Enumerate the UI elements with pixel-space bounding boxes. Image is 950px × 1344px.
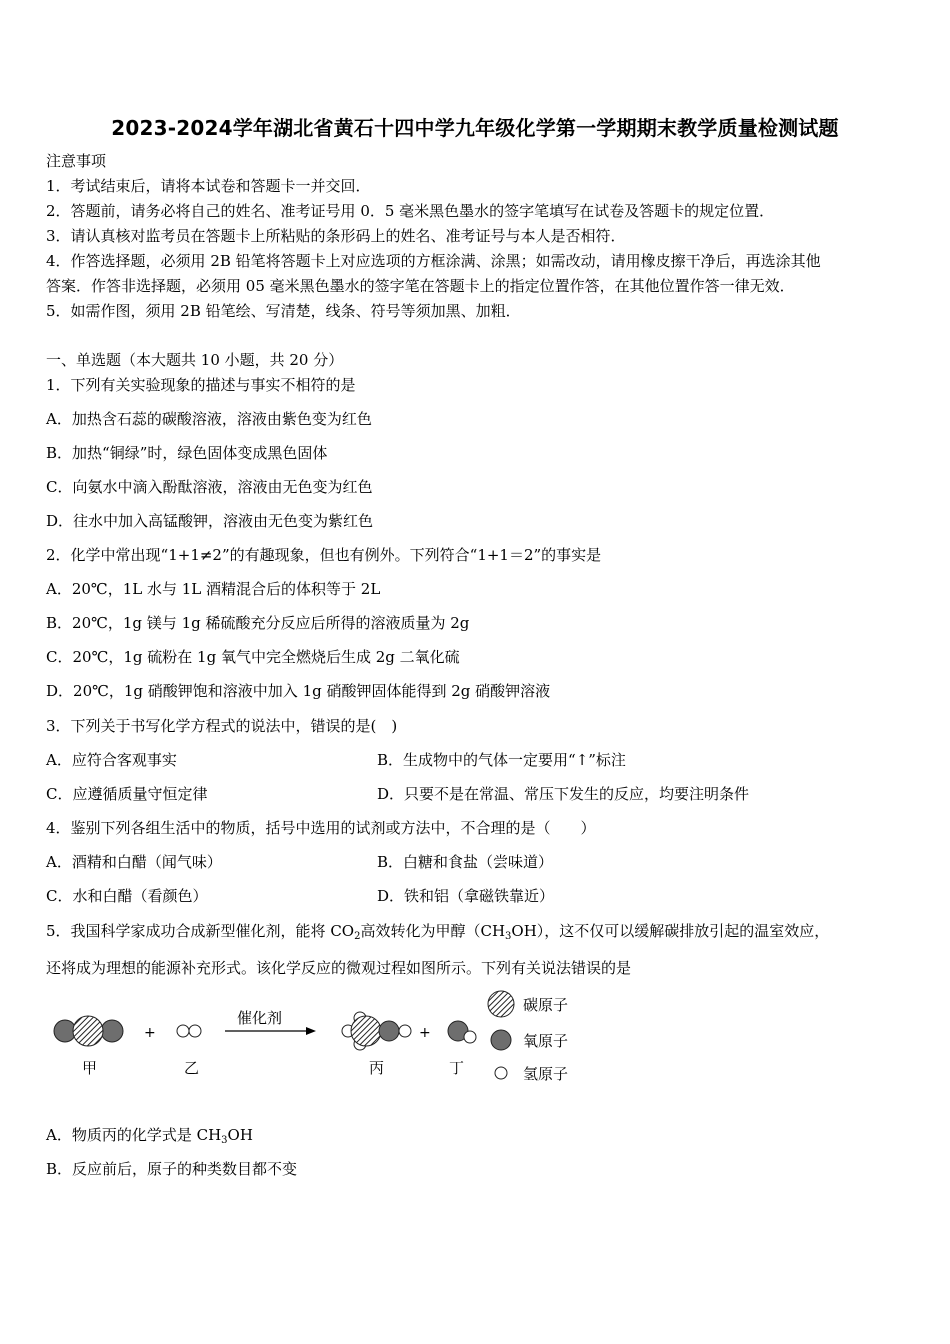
molecule-co2 [54,1016,123,1046]
q1-option-a: A．加热含石蕊的碳酸溶液，溶液由紫色变为红色 [46,410,372,428]
q5-stem-part: OH），这不仅可以缓解碳排放引起的温室效应， [511,922,830,940]
q2-option-d: D．20℃，1g 硝酸钾饱和溶液中加入 1g 硝酸钾固体能得到 2g 硝酸钾溶液 [46,682,551,700]
legend-oxygen: 氧原子 [523,1032,569,1050]
q5-stem-part: 5．我国科学家成功合成新型催化剂，能将 CO [46,922,355,940]
q5-option-a-part: A．物质丙的化学式是 CH [46,1126,222,1144]
q4-option-d: D．铁和铝（拿磁铁靠近） [377,887,555,905]
page-title: 2023-2024学年湖北省黄石十四中学九年级化学第一学期期末教学质量检测试题 [111,116,839,140]
q2-option-a: A．20℃，1L 水与 1L 酒精混合后的体积等于 2L [46,580,381,598]
notice-item: 4．作答选择题，必须用 2B 铅笔将答题卡上对应选项的方框涂满、涂黑；如需改动，请用橡皮擦干净后，再选涂其他 [46,252,821,270]
q4-option-b: B．白糖和食盐（尝味道） [377,853,554,871]
notice-item: 5．如需作图，须用 2B 铅笔绘、写清楚，线条、符号等须加黑、加粗． [46,302,521,320]
molecule-h2o [448,1021,476,1043]
carbon-atom-icon [488,991,514,1017]
q5-option-a-subscript: 3 [221,1135,228,1146]
q5-option-a [46,1126,253,1144]
q3-option-c: C．应遵循质量守恒定律 [46,785,208,803]
notice-heading: 注意事项 [46,152,107,170]
label-bing: 丙 [369,1059,385,1077]
molecule-ch3oh [342,1012,411,1050]
section-heading: 一、单选题（本大题共 10 小题，共 20 分） [46,351,344,369]
q1-option-c: C．向氨水中滴入酚酞溶液，溶液由无色变为红色 [46,478,373,496]
catalyst-label: 催化剂 [237,1009,283,1027]
notice-item: 1．考试结束后，请将本试卷和答题卡一并交回． [46,177,371,195]
q5-stem-part: 高效转化为甲醇（CH [360,922,506,940]
legend [488,991,568,1083]
q1-option-b: B．加热“铜绿”时，绿色固体变成黑色固体 [46,444,328,462]
q4-option-c: C．水和白醋（看颜色） [46,887,208,905]
legend-carbon: 碳原子 [523,996,569,1014]
label-ding: 丁 [449,1059,465,1077]
reaction-diagram [40,985,600,1095]
q5-stem-line2: 还将成为理想的能源补充形式。该化学反应的微观过程如图所示。下列有关说法错误的是 [46,959,632,977]
q5-stem-line1 [46,922,829,940]
q5-subscript: 3 [505,931,512,942]
q5-subscript: 2 [354,931,361,942]
q4-stem: 4．鉴别下列各组生活中的物质，括号中选用的试剂或方法中，不合理的是（ ） [46,819,596,837]
notice-item: 答案．作答非选择题，必须用 05 毫米黑色墨水的签字笔在答题卡上的指定位置作答，在其他位置作答一律无效． [46,277,795,295]
notice-item: 2．答题前，请务必将自己的姓名、准考证号用 0．5 毫米黑色墨水的签字笔填写在试卷及答题卡的规定位置． [46,202,775,220]
q3-stem: 3．下列关于书写化学方程式的说法中，错误的是( ) [46,717,398,735]
q5-option-b: B．反应前后，原子的种类数目都不变 [46,1160,298,1178]
q5-option-a-part: OH [227,1126,253,1144]
q3-option-b: B．生成物中的气体一定要用“↑”标注 [377,751,626,769]
q2-option-b: B．20℃，1g 镁与 1g 稀硫酸充分反应后所得的溶液质量为 2g [46,614,470,632]
molecule-h2 [177,1025,201,1037]
reaction-arrow [225,1027,316,1035]
legend-hydrogen: 氢原子 [523,1065,569,1083]
plus-sign: + [144,1025,156,1041]
notice-item: 3．请认真核对监考员在答题卡上所粘贴的条形码上的姓名、准考证号与本人是否相符． [46,227,626,245]
q1-option-d: D．往水中加入高锰酸钾，溶液由无色变为紫红色 [46,512,374,530]
q3-option-d: D．只要不是在常温、常压下发生的反应，均要注明条件 [377,785,750,803]
oxygen-atom-icon [491,1030,511,1050]
q2-stem: 2．化学中常出现“1+1≠2”的有趣现象，但也有例外。下列符合“1+1＝2”的事实是 [46,546,602,564]
q1-stem: 1．下列有关实验现象的描述与事实不相符的是 [46,376,356,394]
q3-option-a: A．应符合客观事实 [46,751,177,769]
q4-option-a: A．酒精和白醋（闻气味） [46,853,222,871]
plus-sign: + [419,1025,431,1041]
q2-option-c: C．20℃，1g 硫粉在 1g 氧气中完全燃烧后生成 2g 二氧化硫 [46,648,460,666]
label-jia: 甲 [82,1059,98,1077]
label-yi: 乙 [184,1059,200,1077]
hydrogen-atom-icon [495,1067,507,1079]
